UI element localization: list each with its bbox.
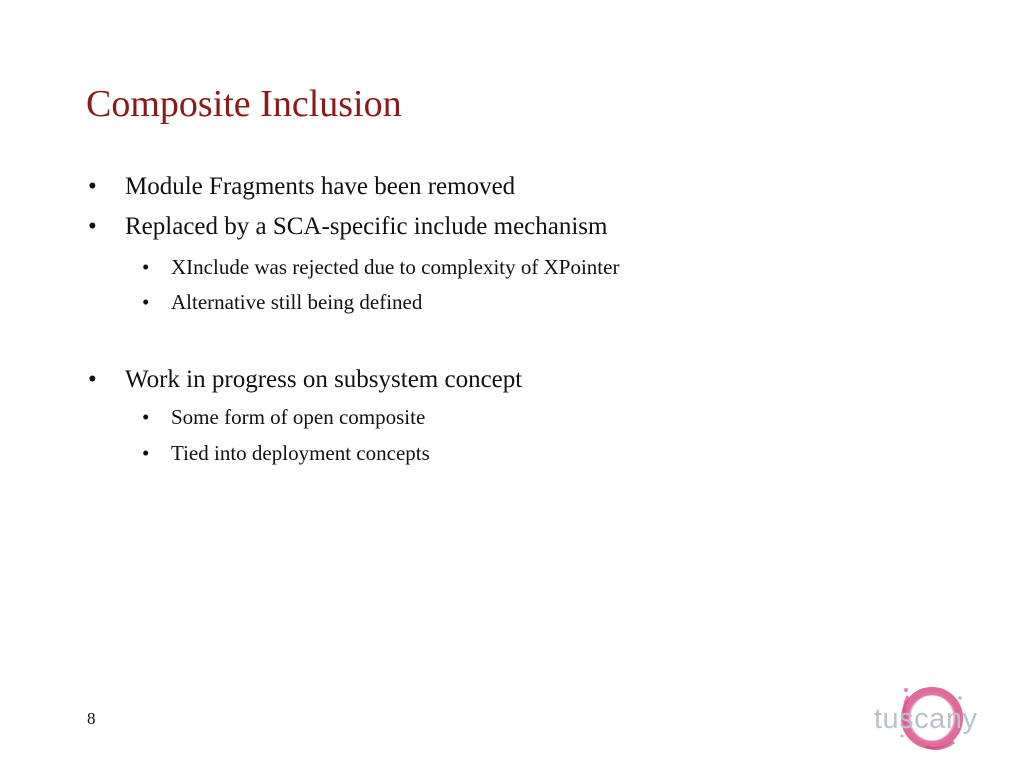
sub-bullet-item-3-2 <box>142 440 942 466</box>
sub-bullet-item-2-2 <box>142 289 942 315</box>
sub-bullet-marker: • <box>142 290 150 314</box>
bullet-item-2 <box>88 212 988 242</box>
bullet-text: Module Fragments have been removed <box>125 173 516 200</box>
tuscany-logo <box>868 676 1008 760</box>
sub-bullet-text: XInclude was rejected due to complexity of XPointer <box>171 255 620 279</box>
page-number: 8 <box>87 709 96 728</box>
logo-text: tuscany <box>874 703 978 735</box>
bullet-marker: • <box>88 213 97 240</box>
bullet-text: Work in progress on subsystem concept <box>125 366 523 393</box>
sub-bullet-marker: • <box>142 405 150 429</box>
sub-bullet-item-2-1 <box>142 254 942 280</box>
bullet-marker: • <box>88 173 97 200</box>
slide-title: Composite Inclusion <box>86 83 402 125</box>
bullet-marker: • <box>88 366 97 393</box>
bullet-item-1 <box>88 172 988 202</box>
sub-bullet-text: Tied into deployment concepts <box>171 441 430 465</box>
sub-bullet-item-3-1 <box>142 404 942 430</box>
sub-bullet-marker: • <box>142 441 150 465</box>
sub-bullet-text: Some form of open composite <box>171 405 426 429</box>
bullet-text: Replaced by a SCA-specific include mechanism <box>125 213 608 240</box>
bullet-item-3 <box>88 365 988 395</box>
sub-bullet-marker: • <box>142 255 150 279</box>
sub-bullet-text: Alternative still being defined <box>171 290 423 314</box>
